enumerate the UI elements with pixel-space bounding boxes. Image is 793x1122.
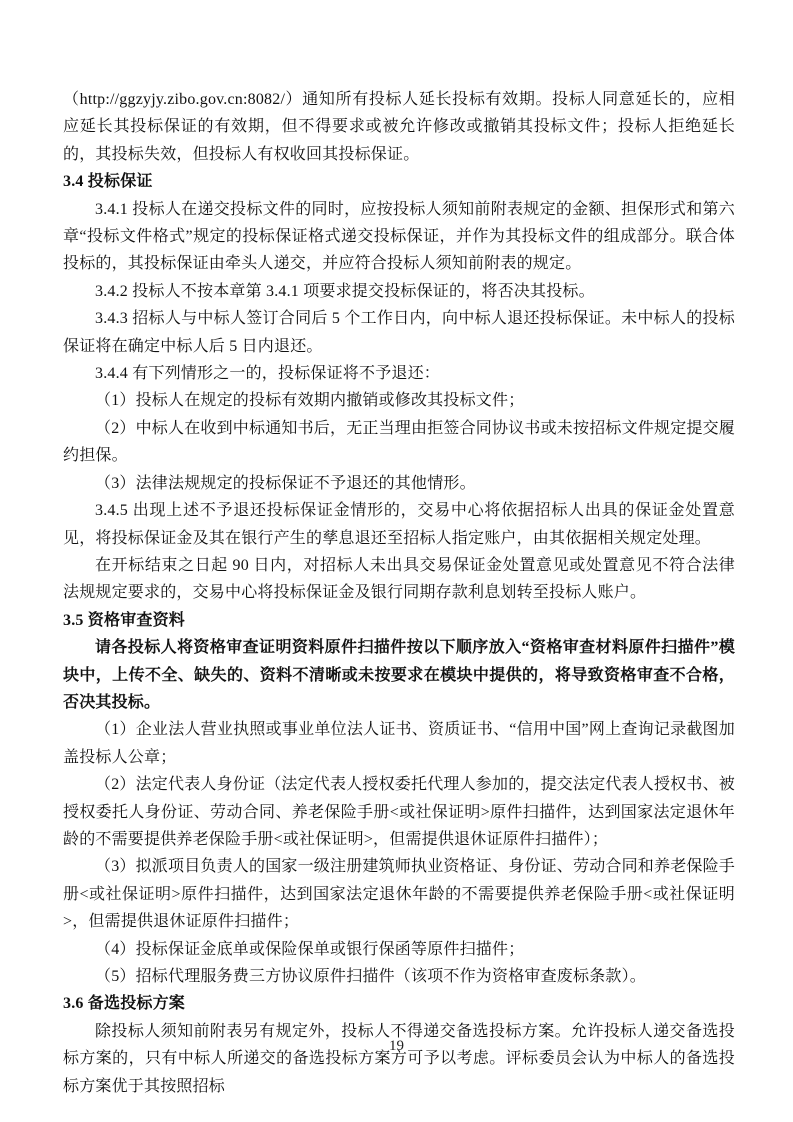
paragraph: 除投标人须知前附表另有规定外，投标人不得递交备选投标方案。允许投标人递交备选投标方案的，只有中标人所递交的备选投标方案方可予以考虑。评标委员会认为中标人的备选投标方案优于其按照招标 xyxy=(63,1022,735,1095)
paragraph: （http://ggzyjy.zibo.gov.cn:8082/）通知所有投标人延长投标有效期。投标人同意延长的，应相应延长其投标保证的有效期，但不得要求或被允许修改或撤销其投标文件；投标人拒绝延长的，其投标失效，但投标人有权收回其投标保证。 xyxy=(63,91,735,163)
paragraph: （4）投标保证金底单或保险保单或银行保函等原件扫描件； xyxy=(95,940,525,958)
document-content xyxy=(63,86,735,1100)
section-heading: 3.6 备选投标方案 xyxy=(63,995,186,1013)
paragraph: （5）招标代理服务费三方协议原件扫描件（该项不作为资格审查废标条款）。 xyxy=(95,968,647,985)
paragraph: （1）企业法人营业执照或事业单位法人证书、资质证书、“信用中国”网上查询记录截图加盖投标人公章； xyxy=(63,721,735,766)
paragraph: 在开标结束之日起 90 日内，对招标人未出具交易保证金处置意见或处置意见不符合法律法规规定要求的，交易中心将投标保证金及银行同期存款利息划转至投标人账户。 xyxy=(63,556,735,602)
page-number: 19 xyxy=(389,1038,404,1054)
paragraph: （2）中标人在收到中标通知书后，无正当理由拒签合同协议书或未按招标文件规定提交履约担保。 xyxy=(63,419,736,465)
paragraph: 3.4.3 招标人与中标人签订合同后 5 个工作日内，向中标人退还投标保证。未中标人的投标保证将在确定中标人后 5 日内退还。 xyxy=(63,310,735,355)
paragraph: （3）拟派项目负责人的国家一级注册建筑师执业资格证、身份证、劳动合同和养老保险手册<或社保证明>原件扫描件，达到国家法定退休年龄的不需要提供养老保险手册<或社保证明>，但需提供退休证原件扫描件； xyxy=(63,858,736,931)
paragraph: 3.4.2 投标人不按本章第 3.4.1 项要求提交投标保证的，将否决其投标。 xyxy=(95,282,595,300)
paragraph: （1）投标人在规定的投标有效期内撤销或修改其投标文件； xyxy=(95,392,525,410)
section-heading: 3.4 投标保证 xyxy=(63,173,153,191)
section-heading: 3.5 资格审查资料 xyxy=(63,611,186,629)
paragraph: （2）法定代表人身份证（法定代表人授权委托代理人参加的，提交法定代表人授权书、被授权委托人身份证、劳动合同、养老保险手册<或社保证明>原件扫描件，达到国家法定退休年龄的不需要提供养老保险手册<或社保证明>，但需提供退休证原件扫描件）； xyxy=(63,776,736,848)
paragraph: 3.4.5 出现上述不予退还投标保证金情形的，交易中心将依据招标人出具的保证金处置意见，将投标保证金及其在银行产生的孳息退还至招标人指定账户，由其依据相关规定处理。 xyxy=(63,502,735,547)
paragraph: 3.4.4 有下列情形之一的，投标保证将不予退还： xyxy=(95,365,441,383)
paragraph: （3）法律法规规定的投标保证不予退还的其他情形。 xyxy=(95,474,476,492)
paragraph: 请各投标人将资格审查证明资料原件扫描件按以下顺序放入“资格审查材料原件扫描件”模块中，上传不全、缺失的、资料不清晰或未按要求在模块中提供的，将导致资格审查不合格，否决其投标。 xyxy=(63,639,735,711)
paragraph: 3.4.1 投标人在递交投标文件的同时，应按投标人须知前附表规定的金额、担保形式和第六章“投标文件格式”规定的投标保证格式递交投标保证，并作为其投标文件的组成部分。联合体投标的，其投标保证由牵头人递交，并应符合投标人须知前附表的规定。 xyxy=(63,200,735,273)
